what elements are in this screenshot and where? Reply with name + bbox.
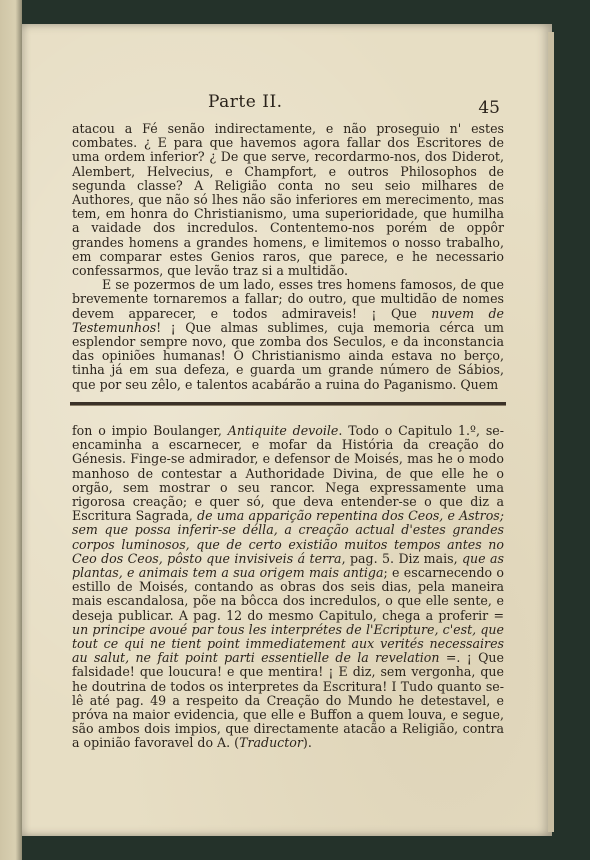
text-run: fon o impio Boulanger, <box>72 423 228 438</box>
italic-run: que as plantas, e animais tem a sua origem mais antiga <box>72 550 505 581</box>
footnote <box>72 424 504 751</box>
text-run: , pag. 5. Diz mais, <box>341 550 462 566</box>
italic-run: nuvem de Testemunhos <box>72 305 504 335</box>
footnote-separator <box>70 402 506 406</box>
italic-run: de uma apparição repentina dos Ceos, e Astros; sem que possa inferir-se délla, a creação actual d'estes grandes corpos luminosos, que de certo existião muitos tempos antes no Ceo dos Ceos, pôsto que invisiveis á terra <box>72 508 504 566</box>
page-header <box>58 92 500 118</box>
running-head: Parte II. <box>208 92 283 112</box>
main-text <box>72 122 504 392</box>
page-number: 45 <box>478 98 500 118</box>
footnote-paragraph <box>72 424 504 751</box>
page-fore-edge <box>548 32 554 832</box>
previous-page-edge <box>0 0 22 860</box>
paragraph-continuation: atacou a Fé senão indirectamente, e não proseguio n' estes combates. ¿ E para que havemos agora fallar dos Escritores de uma ordem inferior? ¿ De que serve, recordarmo-nos, dos Diderot, Alembert, Helvecius, e Champfort, e outros Philosophos de segunda classe? A Religião conta no seu seio milhares de Authores, que não só lhes não são inferiores em merecimento, mas tem, em honra do Christianismo, uma superioridade, que humilha a vaidade dos incredulos. Contentemo-nos porém de oppôr grandes homens a grandes homens, e limitemos o nosso trabalho, em comparar estes Genios raros, que parece, e he necessario confessarmos, que levão traz si a multidão. <box>72 121 504 279</box>
text-run: ). <box>302 735 312 751</box>
paragraph-body <box>72 278 504 392</box>
text-run: . Todo o Capitulo 1.º, se-encaminha a escarnecer, e mofar da História da creação do Génesis. Finge-se admirador, e defensor de Moisés, mas he o modo manhoso de contestar a Authoridade Divina, de que elle he o orgão, sem mostrar o seu rancor. Nega expressamente uma rigorosa creação; e quer só, que deva entender-se o que diz a Escritura Sagrada, <box>72 423 505 524</box>
text-run: ; e escarnecendo o estillo de Moisés, contando as obras dos seis dias, pela maneira mais escandalosa, põe na bôcca dos incredulos, o que elle sente, e deseja publicar. A pag. 12 do mesmo Capitulo, chega a proferir = <box>72 565 504 623</box>
italic-run: Traductor <box>239 735 303 751</box>
italic-run: Antiquite devoile <box>227 423 339 438</box>
text-run: E se pozermos de um lado, esses tres homens famosos, de que brevemente tornaremos a fallar; do outro, que multidão de nomes devem apparecer, e todos admiraveis! ¡ Que <box>72 277 504 321</box>
text-run: =. ¡ Que falsidade! que loucura! e que mentira! ¡ E diz, sem vergonha, que he doutrina de todos os interpretes da Escritura! I Tudo quanto se-lê até pag. 49 a respeito da Creação do Mundo he detestavel, e próva na maior evidencia, que elle e Buffon a quem louva, e segue, são ambos dois impios, que directamente atacão a Religião, contra a opinião favoravel do A. ( <box>72 650 504 751</box>
text-run: ! ¡ Que almas sublimes, cuja memoria cérca um esplendor sempre novo, que zomba dos Seculos, e da inconstancia das opiniões humanas! O Christianismo ainda estava no berço, tinha já em sua defeza, e guarda um grande número de Sábios, que por seu zêlo, e talentos acabárão a ruina do Paganismo. Quem <box>72 319 504 392</box>
italic-run: un principe avoué par tous les interprétes de l'Ecripture, c'est, que tout ce qui ne tient point immediatement aux verités necessaires au salut, ne fait point parti essentielle de la revelation <box>72 621 504 666</box>
